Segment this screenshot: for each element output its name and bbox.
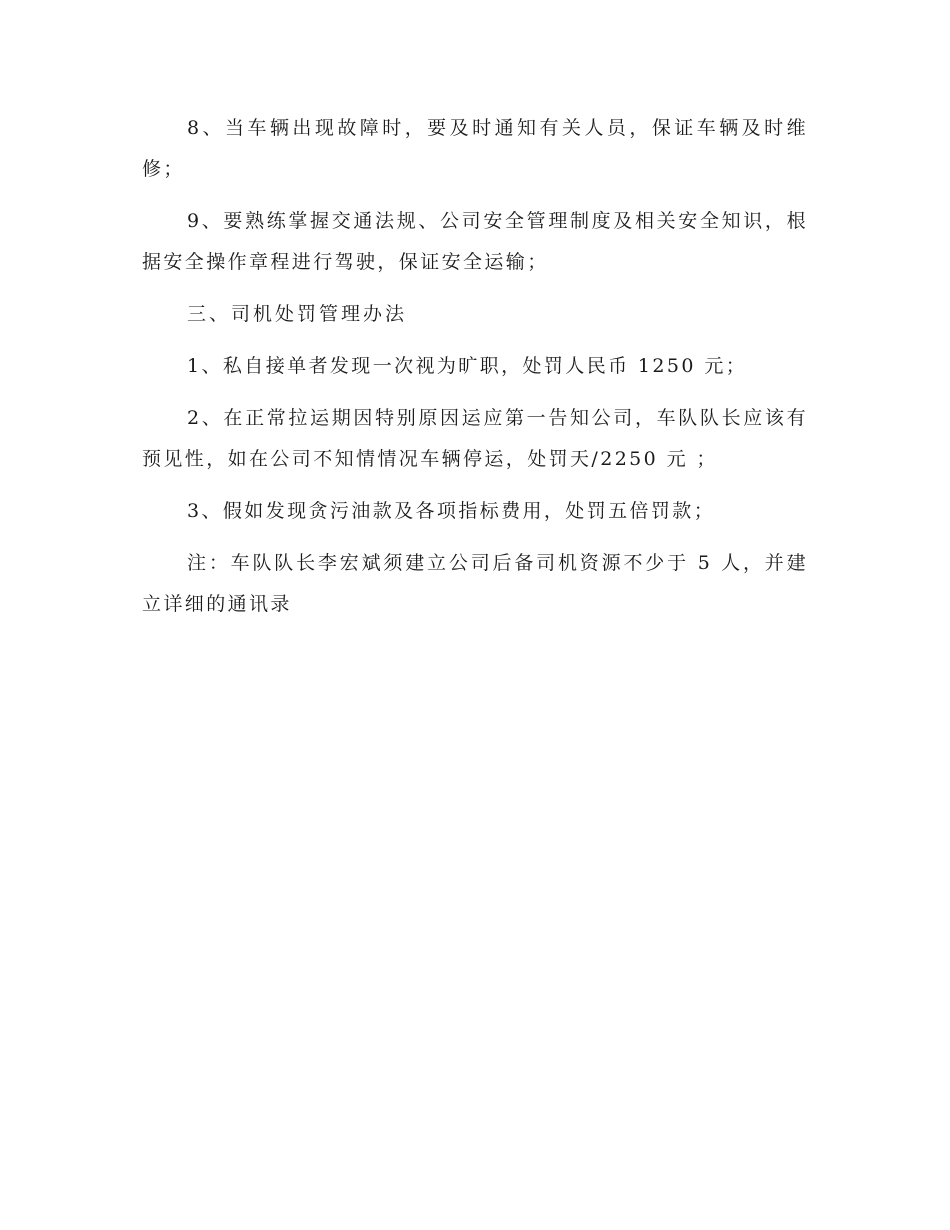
paragraph-penalty-3: 3、假如发现贪污油款及各项指标费用，处罚五倍罚款； bbox=[187, 500, 716, 522]
paragraph-item-8: 8、当车辆出现故障时，要及时通知有关人员，保证车辆及时维修； bbox=[142, 117, 808, 180]
paragraph-penalty-2: 2、在正常拉运期因特别原因运应第一告知公司，车队队长应该有预见性，如在公司不知情情况车辆停运，处罚天/2250 元 ； bbox=[142, 407, 808, 470]
section-heading-3: 三、司机处罚管理办法 bbox=[187, 303, 408, 325]
paragraph-note: 注：车队队长李宏斌须建立公司后备司机资源不少于 5 人，并建立详细的通讯录 bbox=[142, 552, 808, 615]
paragraph-item-9: 9、要熟练掌握交通法规、公司安全管理制度及相关安全知识，根据安全操作章程进行驾驶，保证安全运输； bbox=[142, 210, 808, 273]
document-body bbox=[142, 108, 808, 636]
paragraph-penalty-1: 1、私自接单者发现一次视为旷职，处罚人民币 1250 元； bbox=[187, 355, 748, 377]
